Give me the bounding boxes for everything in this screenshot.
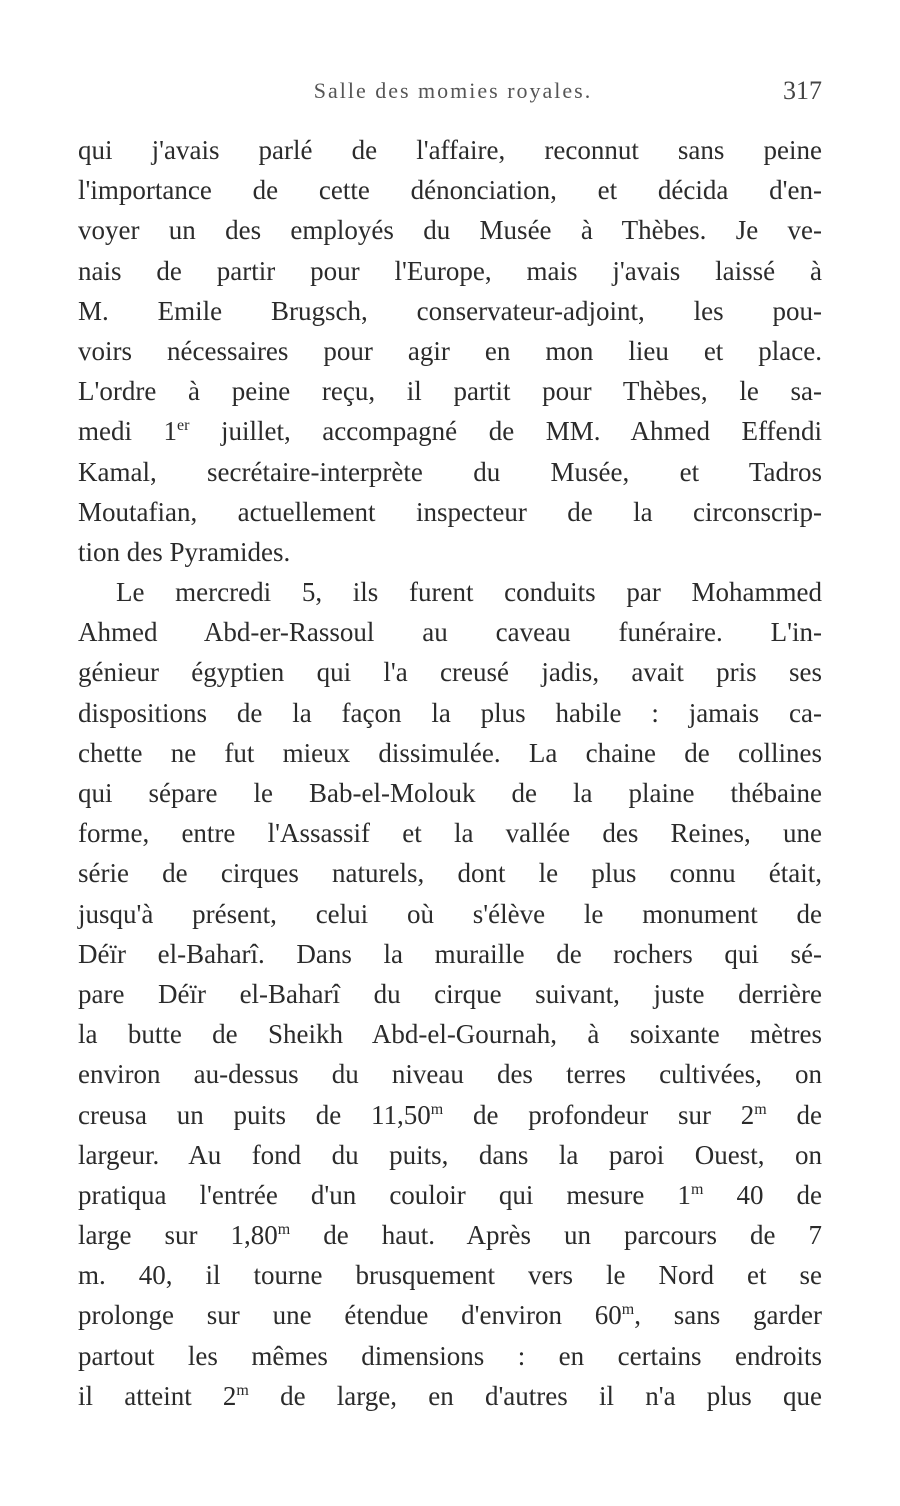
text-segment: M. Emile Brugsch, conservateur-adjoint, les pou-: [78, 295, 822, 326]
text-segment: de haut. Après un parcours de 7: [290, 1220, 822, 1251]
text-line: [78, 251, 822, 291]
text-segment: tion des Pyramides.: [78, 536, 291, 567]
body-text: [78, 130, 822, 1416]
text-line: [78, 612, 822, 652]
text-segment: forme, entre l'Assassif et la vallée des Reines, une: [78, 818, 822, 849]
text-line: [78, 773, 822, 813]
text-line: [78, 733, 822, 773]
text-line: [78, 813, 822, 853]
text-segment: de: [766, 1099, 822, 1130]
text-line: [78, 411, 822, 451]
text-segment: nais de partir pour l'Europe, mais j'avais laissé à: [78, 255, 822, 286]
text-line: [78, 693, 822, 733]
text-line: [78, 331, 822, 371]
text-line: [78, 170, 822, 210]
text-segment: l'importance de cette dénonciation, et décida d'en-: [78, 175, 822, 206]
text-segment: Le mercredi 5, ils furent conduits par Mohammed: [116, 577, 822, 608]
text-line: [78, 934, 822, 974]
text-segment: 40 de: [703, 1179, 822, 1210]
text-segment: qui j'avais parlé de l'affaire, reconnut sans peine: [78, 135, 822, 165]
text-segment: Moutafian, actuellement inspecteur de la circonscrip-: [78, 496, 822, 527]
text-segment: medi 1: [78, 416, 178, 447]
text-segment: Déïr el-Baharî. Dans la muraille de rochers qui sé-: [78, 938, 822, 969]
text-segment: large sur 1,80: [78, 1220, 278, 1251]
text-segment: de large, en d'autres il n'a plus que: [248, 1380, 822, 1411]
running-head: [78, 72, 822, 112]
text-segment: voyer un des employés du Musée à Thèbes. Je ve-: [78, 215, 822, 246]
text-line: [78, 1295, 822, 1335]
text-line: [78, 1336, 822, 1376]
text-segment: chette ne fut mieux dissimulée. La chaine de collines: [78, 737, 822, 768]
text-line: [78, 1215, 822, 1255]
text-segment: prolonge sur une étendue d'environ 60: [78, 1300, 622, 1331]
text-line: [78, 492, 822, 532]
text-line: [78, 1376, 822, 1416]
text-segment: creusa un puits de 11,50: [78, 1099, 431, 1130]
text-line: [78, 572, 822, 612]
text-segment: pare Déïr el-Baharî du cirque suivant, juste derrière: [78, 978, 822, 1009]
superscript: m: [621, 1301, 635, 1319]
text-segment: Kamal, secrétaire-interprète du Musée, et Tadros: [78, 456, 822, 487]
text-segment: voirs nécessaires pour agir en mon lieu et place.: [78, 335, 822, 366]
text-line: [78, 1175, 822, 1215]
text-segment: jusqu'à présent, celui où s'élève le monument de: [78, 898, 822, 929]
text-segment: de profondeur sur 2: [443, 1099, 755, 1130]
text-segment: L'ordre à peine reçu, il partit pour Thèbes, le sa-: [78, 376, 822, 407]
text-line: [78, 1095, 822, 1135]
text-line: [78, 452, 822, 492]
text-line: [78, 1255, 822, 1295]
text-line: [78, 532, 822, 572]
text-line: [78, 652, 822, 692]
running-title: Salle des momies royales.: [313, 78, 593, 103]
text-segment: partout les mêmes dimensions : en certains endroits: [78, 1340, 822, 1371]
text-segment: la butte de Sheikh Abd-el-Gournah, à soixante mètres: [78, 1019, 822, 1050]
text-segment: , sans garder: [634, 1300, 822, 1331]
text-line: [78, 1135, 822, 1175]
text-segment: pratiqua l'entrée d'un couloir qui mesure 1: [78, 1179, 691, 1210]
text-segment: juillet, accompagné de MM. Ahmed Effendi: [189, 416, 822, 447]
text-segment: largeur. Au fond du puits, dans la paroi Ouest, on: [78, 1139, 822, 1170]
text-segment: environ au-dessus du niveau des terres cultivées, on: [78, 1059, 822, 1090]
text-segment: série de cirques naturels, dont le plus connu était,: [78, 858, 822, 889]
text-segment: il atteint 2: [78, 1380, 237, 1411]
text-line: [78, 130, 822, 170]
text-line: [78, 974, 822, 1014]
text-line: [78, 1014, 822, 1054]
superscript: m: [754, 1100, 767, 1118]
superscript: m: [690, 1180, 704, 1198]
text-segment: dispositions de la façon la plus habile : jamais ca-: [78, 697, 822, 728]
text-line: [78, 894, 822, 934]
text-line: [78, 371, 822, 411]
text-segment: Ahmed Abd-er-Rassoul au caveau funéraire. L'in-: [78, 617, 822, 648]
superscript: m: [236, 1381, 249, 1399]
text-segment: m. 40, il tourne brusquement vers le Nord et se: [78, 1260, 822, 1291]
superscript: er: [177, 417, 190, 435]
text-segment: génieur égyptien qui l'a creusé jadis, avait pris ses: [78, 657, 822, 688]
text-line: [78, 1054, 822, 1094]
superscript: m: [430, 1100, 444, 1118]
superscript: m: [277, 1221, 291, 1239]
text-line: [78, 291, 822, 331]
text-line: [78, 853, 822, 893]
text-line: [78, 210, 822, 250]
page-number: 317: [783, 76, 822, 105]
text-segment: qui sépare le Bab-el-Molouk de la plaine thébaine: [78, 778, 822, 808]
